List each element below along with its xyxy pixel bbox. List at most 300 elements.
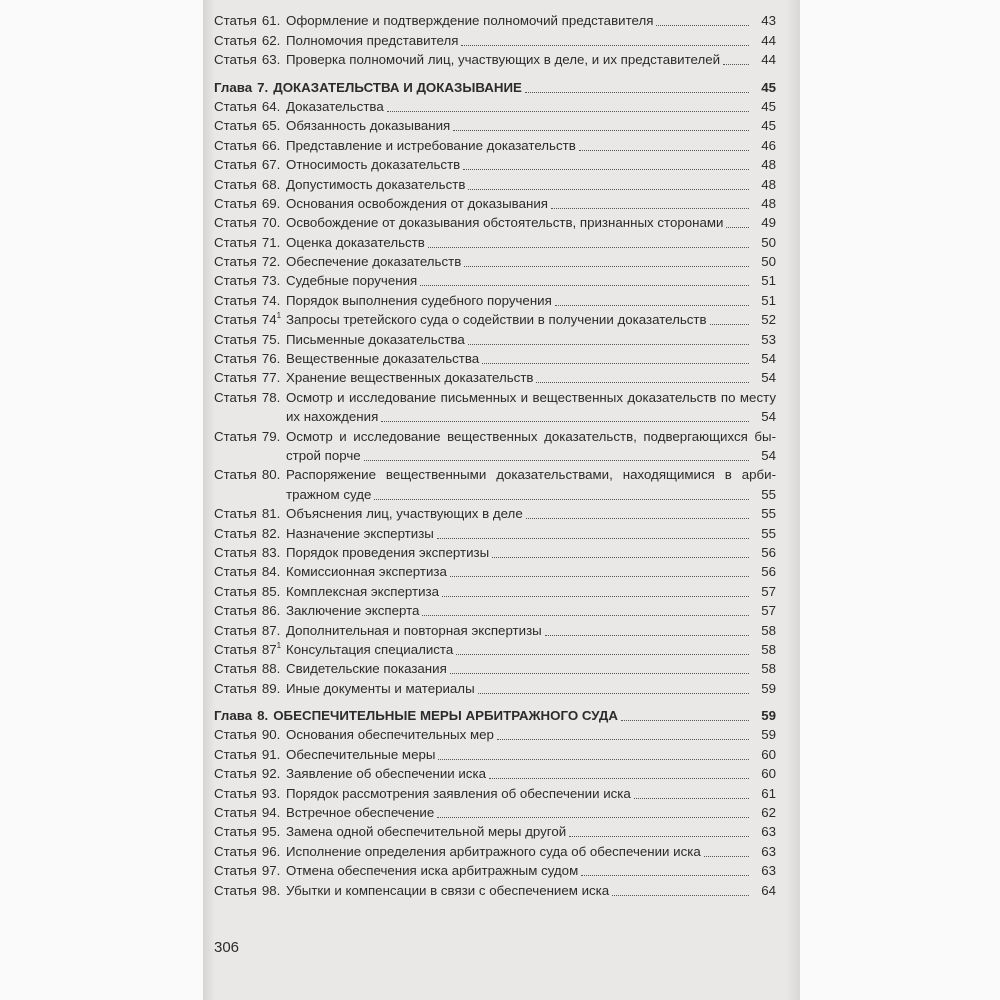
entry-number: 84. [261, 564, 281, 580]
entry-label [214, 863, 286, 879]
entry-title: Представление и истребование доказательств [286, 137, 576, 153]
entry-title: Замена одной обеспечительной меры другой [286, 824, 567, 840]
entry-page: 55 [761, 486, 776, 502]
entry-number: 62. [261, 32, 281, 48]
page-edge-shadow [786, 0, 800, 1000]
entry-label [214, 351, 286, 367]
entry-title: Консультация специалиста [286, 641, 454, 657]
leader-dots [723, 64, 749, 65]
entry-title: Вещественные доказательства [286, 351, 480, 367]
table-of-contents [214, 10, 776, 899]
entry-label [214, 332, 286, 348]
entry-title: Судебные поручения [286, 273, 418, 289]
toc-entry [214, 600, 776, 619]
entry-number: 88. [261, 661, 281, 677]
entry-number: 87. [261, 622, 281, 638]
entry-page: 51 [761, 292, 776, 308]
leader-dots [482, 363, 749, 364]
entry-page: 43 [761, 13, 776, 29]
toc-entry [214, 658, 776, 677]
entry-kind: Статья [214, 785, 257, 801]
entry-title: Заключение эксперта [286, 603, 420, 619]
leader-dots [497, 739, 749, 740]
leader-dots [551, 208, 749, 209]
toc-line [214, 289, 776, 308]
toc-entry [214, 289, 776, 308]
entry-page: 63 [761, 863, 776, 879]
entry-label [214, 467, 286, 483]
entry-kind: Статья [214, 882, 257, 898]
entry-page: 55 [761, 525, 776, 541]
leader-dots [456, 654, 749, 655]
leader-dots [437, 538, 749, 539]
leader-dots [478, 693, 749, 694]
toc-entry [214, 782, 776, 801]
entry-label [214, 545, 286, 561]
entry-label [214, 584, 286, 600]
entry-kind: Статья [214, 234, 257, 250]
entry-number: 96. [261, 843, 281, 859]
page-number: 306 [214, 939, 240, 956]
toc-entry [214, 802, 776, 821]
toc-line [214, 251, 776, 270]
entry-label [214, 273, 286, 289]
entry-title: Убытки и компенсации в связи с обеспечением иска [286, 882, 610, 898]
toc-line [214, 840, 776, 859]
toc-entry [214, 580, 776, 599]
leader-dots [656, 25, 749, 26]
toc-entry [214, 134, 776, 153]
entry-title: Оценка доказательств [286, 234, 425, 250]
entry-number: 97. [261, 863, 281, 879]
toc-entry [214, 840, 776, 859]
entry-label [214, 52, 286, 68]
entry-page: 52 [761, 312, 776, 328]
toc-line [214, 677, 776, 696]
toc-entry [214, 724, 776, 743]
toc-entry [214, 10, 776, 29]
toc-line [214, 821, 776, 840]
toc-line [214, 348, 776, 367]
toc-entry [214, 503, 776, 522]
toc-entry [214, 367, 776, 386]
toc-entry [214, 348, 776, 367]
entry-page: 57 [761, 583, 776, 599]
entry-kind: Статья [214, 195, 257, 211]
entry-number: 72. [261, 254, 281, 270]
entry-number: 75. [261, 331, 281, 347]
leader-dots [704, 856, 749, 857]
toc-line [214, 619, 776, 638]
toc-entry [214, 96, 776, 115]
entry-page: 58 [761, 622, 776, 638]
entry-page: 50 [761, 234, 776, 250]
entry-label [214, 526, 286, 542]
entry-label [214, 506, 286, 522]
entry-page: 56 [761, 544, 776, 560]
leader-dots [463, 169, 749, 170]
entry-title: Обеспечение доказательств [286, 254, 462, 270]
toc-entry [214, 251, 776, 270]
entry-number: 67. [261, 157, 281, 173]
entry-page: 60 [761, 746, 776, 762]
entry-page: 50 [761, 254, 776, 270]
entry-page: 48 [761, 157, 776, 173]
entry-number: 71. [261, 234, 281, 250]
entry-number: 63. [261, 52, 281, 68]
entry-title-continued: их нахождения [286, 409, 379, 425]
entry-page: 54 [761, 447, 776, 463]
toc-line [214, 231, 776, 250]
entry-page: 46 [761, 137, 776, 153]
toc-chapter [214, 705, 776, 724]
entry-number: 90. [261, 727, 281, 743]
entry-title: Порядок проведения экспертизы [286, 544, 490, 560]
entry-title: Относимость доказательств [286, 157, 461, 173]
leader-dots [581, 875, 749, 876]
entry-title: Исполнение определения арбитражного суда об обеспечении иска [286, 843, 701, 859]
entry-kind: Статья [214, 52, 257, 68]
entry-kind: Статья [214, 32, 257, 48]
entry-kind: Статья [214, 766, 257, 782]
entry-number: 79. [261, 428, 281, 444]
toc-entry [214, 328, 776, 347]
toc-entry [214, 743, 776, 762]
entry-label [214, 883, 286, 899]
entry-label [214, 638, 286, 658]
toc-line [214, 29, 776, 48]
entry-title: Назначение экспертизы [286, 525, 434, 541]
entry-title: Основания обеспечительных мер [286, 727, 494, 743]
entry-label [214, 766, 286, 782]
entry-number: 74 [261, 312, 277, 328]
entry-kind: Статья [214, 843, 257, 859]
entry-kind: Статья [214, 525, 257, 541]
entry-label [214, 603, 286, 619]
entry-page: 48 [761, 176, 776, 192]
toc-line [214, 782, 776, 801]
entry-page: 57 [761, 603, 776, 619]
toc-entry [214, 425, 776, 464]
entry-page: 58 [761, 641, 776, 657]
entry-kind: Статья [214, 564, 257, 580]
leader-dots [634, 798, 749, 799]
entry-title: Дополнительная и повторная экспертизы [286, 622, 542, 638]
toc-line [214, 879, 776, 898]
entry-page: 44 [761, 32, 776, 48]
leader-dots [526, 518, 749, 519]
entry-title: Осмотр и исследование письменных и вещественных доказательств по месту [286, 389, 776, 405]
entry-kind: Статья [214, 603, 257, 619]
toc-line [214, 386, 776, 405]
entry-label [214, 215, 286, 231]
entry-kind: Глава [214, 79, 253, 95]
entry-label [214, 727, 286, 743]
toc-entry [214, 386, 776, 425]
leader-dots [422, 615, 749, 616]
entry-number: 73. [261, 273, 281, 289]
leader-dots [468, 189, 749, 190]
entry-label [214, 786, 286, 802]
entry-label [214, 254, 286, 270]
entry-title: ДОКАЗАТЕЛЬСТВА И ДОКАЗЫВАНИЕ [273, 79, 522, 95]
entry-number: 7. [257, 79, 269, 95]
toc-line [214, 522, 776, 541]
toc-line [214, 658, 776, 677]
leader-dots [450, 576, 749, 577]
entry-kind: Статья [214, 805, 257, 821]
entry-kind: Статья [214, 118, 257, 134]
entry-number: 83. [261, 544, 281, 560]
toc-entry [214, 879, 776, 898]
entry-page: 59 [761, 680, 776, 696]
leader-dots [374, 499, 749, 500]
entry-number: 77. [261, 370, 281, 386]
entry-label [214, 308, 286, 328]
toc-line [214, 49, 776, 68]
leader-dots [420, 285, 749, 286]
entry-number: 87 [261, 641, 277, 657]
toc-line [214, 464, 776, 483]
leader-dots [464, 266, 749, 267]
entry-number: 8. [257, 708, 269, 724]
toc-line [214, 115, 776, 134]
entry-label [214, 13, 286, 29]
entry-title: Иные документы и материалы [286, 680, 475, 696]
toc-entry [214, 49, 776, 68]
entry-number: 95. [261, 824, 281, 840]
entry-number: 78. [261, 389, 281, 405]
toc-line [214, 600, 776, 619]
entry-kind: Статья [214, 661, 257, 677]
entry-number: 65. [261, 118, 281, 134]
entry-label [214, 429, 286, 445]
entry-label [214, 390, 286, 406]
entry-number: 93. [261, 785, 281, 801]
toc-line [214, 134, 776, 153]
entry-kind: Статья [214, 98, 257, 114]
entry-page: 54 [761, 409, 776, 425]
entry-label [214, 157, 286, 173]
leader-dots [468, 344, 749, 345]
entry-label [214, 681, 286, 697]
entry-number: 66. [261, 137, 281, 153]
entry-kind: Статья [214, 137, 257, 153]
entry-title: Письменные доказательства [286, 331, 465, 347]
leader-dots [438, 759, 749, 760]
entry-page: 45 [761, 118, 776, 134]
leader-dots [726, 227, 749, 228]
entry-number: 80. [261, 467, 281, 483]
toc-line [214, 503, 776, 522]
entry-title-continued: тражном суде [286, 486, 372, 502]
entry-page: 45 [761, 79, 776, 95]
entry-kind: Статья [214, 680, 257, 696]
toc-line [214, 270, 776, 289]
entry-title: Комплексная экспертиза [286, 583, 439, 599]
toc-entry [214, 464, 776, 503]
leader-dots [579, 150, 749, 151]
entry-kind: Статья [214, 215, 257, 231]
entry-page: 54 [761, 351, 776, 367]
entry-kind: Статья [214, 824, 257, 840]
entry-title: Порядок выполнения судебного поручения [286, 292, 552, 308]
entry-kind: Статья [214, 863, 257, 879]
entry-title: Обеспечительные меры [286, 746, 436, 762]
toc-entry [214, 763, 776, 782]
toc-entry [214, 29, 776, 48]
leader-dots [525, 92, 749, 93]
entry-title: Хранение вещественных доказательств [286, 370, 534, 386]
toc-entry [214, 309, 776, 328]
entry-page: 45 [761, 98, 776, 114]
entry-label [214, 118, 286, 134]
entry-number: 94. [261, 805, 281, 821]
entry-page: 61 [761, 785, 776, 801]
entry-number: 85. [261, 583, 281, 599]
entry-kind: Статья [214, 622, 257, 638]
toc-line [214, 542, 776, 561]
entry-number: 86. [261, 603, 281, 619]
toc-entry [214, 270, 776, 289]
entry-label [214, 33, 286, 49]
entry-kind: Статья [214, 544, 257, 560]
entry-number-superscript: 1 [276, 311, 282, 321]
leader-dots [621, 720, 749, 721]
leader-dots [387, 111, 749, 112]
entry-kind: Статья [214, 467, 257, 483]
entry-page: 51 [761, 273, 776, 289]
entry-label [214, 80, 268, 96]
leader-dots [545, 635, 749, 636]
entry-kind: Статья [214, 641, 257, 657]
leader-dots [442, 596, 749, 597]
entry-kind: Статья [214, 351, 257, 367]
entry-number: 98. [261, 882, 281, 898]
entry-label [214, 177, 286, 193]
toc-entry [214, 639, 776, 658]
toc-line [214, 639, 776, 658]
entry-kind: Глава [214, 708, 253, 724]
entry-title: Запросы третейского суда о содействии в получении доказательств [286, 312, 707, 328]
entry-kind: Статья [214, 370, 257, 386]
entry-kind: Статья [214, 746, 257, 762]
leader-dots [428, 247, 749, 248]
leader-dots [437, 817, 749, 818]
entry-label [214, 824, 286, 840]
entry-kind: Статья [214, 292, 257, 308]
toc-line [214, 212, 776, 231]
entry-kind: Статья [214, 583, 257, 599]
entry-title: Оформление и подтверждение полномочий представителя [286, 13, 654, 29]
entry-title: Осмотр и исследование вещественных доказательств, подвергающихся бы- [286, 428, 776, 444]
toc-line-continued [286, 483, 776, 502]
entry-label [214, 805, 286, 821]
toc-entry [214, 561, 776, 580]
entry-page: 53 [761, 331, 776, 347]
toc-entry [214, 677, 776, 696]
entry-label [214, 235, 286, 251]
leader-dots [381, 421, 749, 422]
leader-dots [555, 305, 749, 306]
entry-kind: Статья [214, 312, 257, 328]
entry-kind: Статья [214, 157, 257, 173]
entry-kind: Статья [214, 331, 257, 347]
toc-line-continued [286, 406, 776, 425]
entry-label [214, 293, 286, 309]
toc-line [214, 561, 776, 580]
toc-line [214, 743, 776, 762]
entry-title: Объяснения лиц, участвующих в деле [286, 506, 523, 522]
entry-number: 91. [261, 746, 281, 762]
entry-label [214, 138, 286, 154]
entry-page: 62 [761, 805, 776, 821]
toc-line [214, 309, 776, 328]
toc-line [214, 10, 776, 29]
toc-entry [214, 231, 776, 250]
entry-number: 92. [261, 766, 281, 782]
toc-entry [214, 860, 776, 879]
entry-label [214, 370, 286, 386]
entry-page: 58 [761, 661, 776, 677]
toc-line [214, 193, 776, 212]
leader-dots [492, 557, 749, 558]
toc-entry [214, 212, 776, 231]
toc-line [214, 802, 776, 821]
toc-entry [214, 542, 776, 561]
entry-number: 76. [261, 351, 281, 367]
toc-line-continued [286, 445, 776, 464]
entry-number: 61. [261, 13, 281, 29]
entry-title: Встречное обеспечение [286, 805, 435, 821]
toc-line [214, 763, 776, 782]
toc-line [214, 724, 776, 743]
entry-page: 63 [761, 843, 776, 859]
entry-number: 70. [261, 215, 281, 231]
toc-line [214, 154, 776, 173]
toc-line [214, 76, 776, 95]
entry-title: Доказательства [286, 98, 384, 114]
entry-label [214, 661, 286, 677]
entry-kind: Статья [214, 254, 257, 270]
toc-entry [214, 173, 776, 192]
entry-number-superscript: 1 [276, 640, 282, 650]
entry-page: 54 [761, 370, 776, 386]
entry-title: Полномочия представителя [286, 32, 459, 48]
entry-number: 69. [261, 195, 281, 211]
toc-line [214, 328, 776, 347]
toc-entry [214, 115, 776, 134]
entry-page: 49 [761, 215, 776, 231]
entry-title: ОБЕСПЕЧИТЕЛЬНЫЕ МЕРЫ АРБИТРАЖНОГО СУДА [273, 708, 618, 724]
entry-title: Свидетельские показания [286, 661, 447, 677]
leader-dots [364, 460, 749, 461]
toc-line [214, 580, 776, 599]
toc-line [214, 96, 776, 115]
entry-kind: Статья [214, 176, 257, 192]
entry-label [214, 844, 286, 860]
entry-title: Основания освобождения от доказывания [286, 195, 548, 211]
entry-number: 74. [261, 292, 281, 308]
entry-label [214, 99, 286, 115]
entry-number: 89. [261, 680, 281, 696]
entry-page: 64 [761, 882, 776, 898]
entry-number: 81. [261, 506, 281, 522]
entry-kind: Статья [214, 273, 257, 289]
entry-kind: Статья [214, 727, 257, 743]
entry-page: 44 [761, 52, 776, 68]
entry-title: Порядок рассмотрения заявления об обеспечении иска [286, 785, 631, 801]
